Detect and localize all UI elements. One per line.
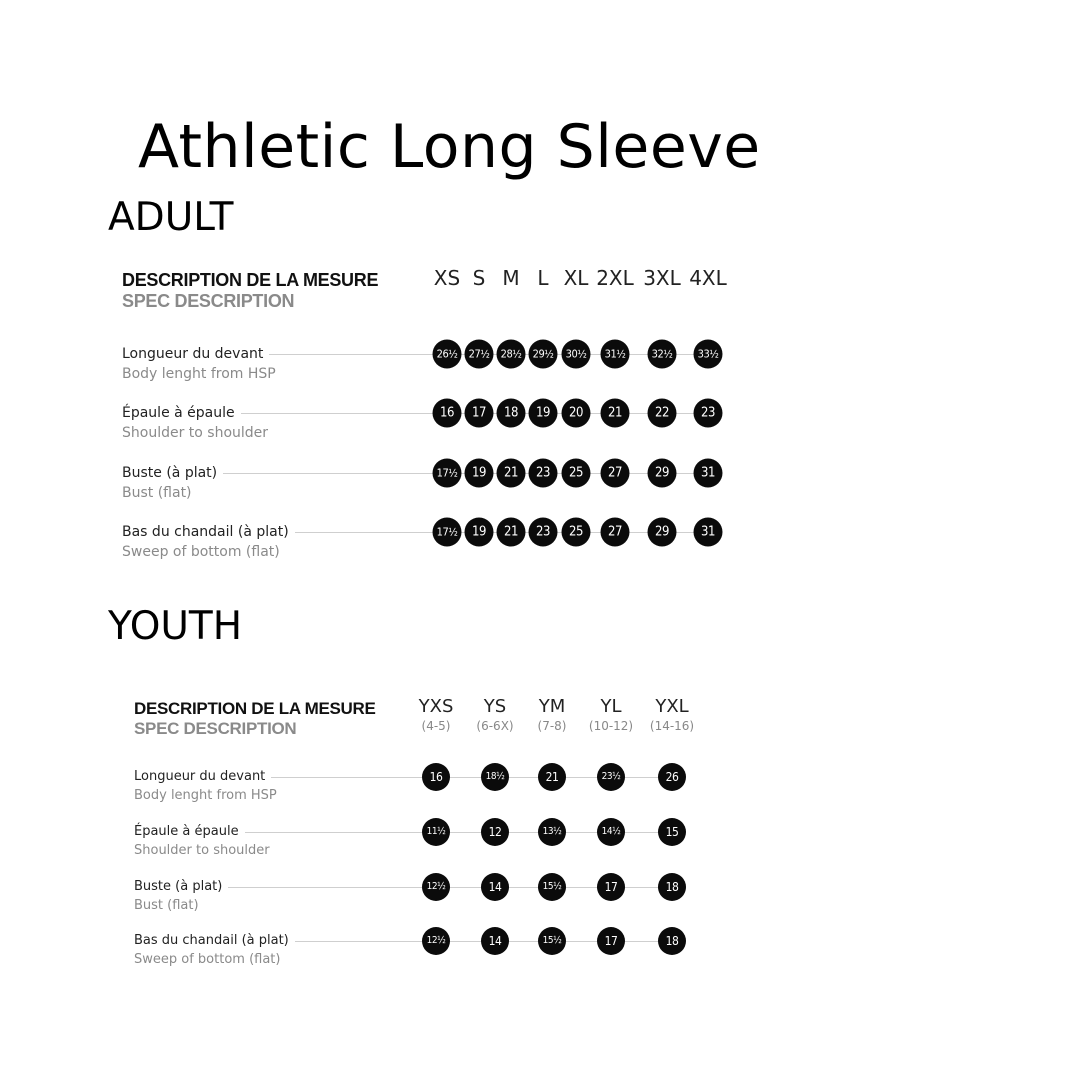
size-label: L <box>537 266 549 290</box>
size-age-range: (7-8) <box>537 719 567 733</box>
spec-header-en: SPEC DESCRIPTION <box>122 291 295 311</box>
measurement-value: 29 <box>648 459 677 488</box>
measure-name-fr: Buste (à plat) <box>134 879 228 894</box>
size-label: YXL <box>655 696 689 717</box>
measurement-value: 14 <box>481 873 509 901</box>
measurement-value: 17 <box>597 927 625 955</box>
measurement-value: 12½ <box>422 927 450 955</box>
measurement-value: 18½ <box>481 763 509 791</box>
measurement-value: 18 <box>658 873 686 901</box>
size-label: 4XL <box>689 266 727 290</box>
measurement-value: 15 <box>658 818 686 846</box>
size-column-yxl <box>650 696 694 733</box>
size-age-range: (4-5) <box>421 719 451 733</box>
measurement-value: 33½ <box>694 340 723 369</box>
measurement-value: 19 <box>465 518 494 547</box>
row-guide-line <box>154 887 672 888</box>
measurement-value: 12½ <box>422 873 450 901</box>
measurement-value: 31 <box>694 518 723 547</box>
measure-name-en: Bust (flat) <box>134 898 199 913</box>
measure-name-en: Sweep of bottom (flat) <box>122 544 280 560</box>
measure-name-fr: Buste (à plat) <box>122 465 223 481</box>
measure-name-fr: Bas du chandail (à plat) <box>122 524 295 540</box>
measurement-value: 23 <box>529 518 558 547</box>
size-label: M <box>502 266 520 290</box>
size-column-yxs <box>419 696 454 733</box>
measurement-value: 11½ <box>422 818 450 846</box>
size-label: YS <box>483 696 507 717</box>
size-column-yl <box>589 696 633 733</box>
adult-section-label: ADULT <box>108 195 234 240</box>
measure-name-en: Body lenght from HSP <box>122 366 276 382</box>
size-label: 2XL <box>596 266 634 290</box>
measurement-value: 29½ <box>529 340 558 369</box>
measurement-value: 18 <box>497 399 526 428</box>
measurement-value: 14 <box>481 927 509 955</box>
measure-name-en: Shoulder to shoulder <box>134 843 270 858</box>
measurement-value: 14½ <box>597 818 625 846</box>
measurement-value: 27 <box>601 518 630 547</box>
measurement-value: 20 <box>562 399 591 428</box>
measurement-value: 27½ <box>465 340 494 369</box>
size-label: XL <box>563 266 589 290</box>
size-label: YL <box>600 696 622 717</box>
measurement-value: 12 <box>481 818 509 846</box>
measurement-value: 15½ <box>538 927 566 955</box>
measurement-value: 21 <box>497 518 526 547</box>
size-age-range: (6-6X) <box>476 719 514 733</box>
measurement-value: 23½ <box>597 763 625 791</box>
measurement-value: 22 <box>648 399 677 428</box>
size-label: XS <box>433 266 461 290</box>
measure-name-fr: Épaule à épaule <box>134 824 245 839</box>
measurement-value: 26 <box>658 763 686 791</box>
measurement-value: 17 <box>597 873 625 901</box>
measure-name-en: Sweep of bottom (flat) <box>134 952 281 967</box>
measurement-value: 29 <box>648 518 677 547</box>
spec-header-fr: DESCRIPTION DE LA MESURE <box>122 270 379 290</box>
spec-header-en: SPEC DESCRIPTION <box>134 719 297 738</box>
measurement-value: 26½ <box>433 340 462 369</box>
measurement-value: 27 <box>601 459 630 488</box>
measurement-value: 17 <box>465 399 494 428</box>
measurement-value: 31½ <box>601 340 630 369</box>
measurement-value: 25 <box>562 518 591 547</box>
size-age-range: (14-16) <box>649 719 695 733</box>
measurement-value: 13½ <box>538 818 566 846</box>
size-column-ym <box>538 696 567 733</box>
youth-section-label: YOUTH <box>108 604 243 649</box>
measurement-value: 16 <box>422 763 450 791</box>
measure-name-fr: Épaule à épaule <box>122 405 241 421</box>
size-age-range: (10-12) <box>588 719 634 733</box>
measure-name-fr: Longueur du devant <box>134 769 271 784</box>
page-title: Athletic Long Sleeve <box>138 112 761 182</box>
measurement-value: 32½ <box>648 340 677 369</box>
measurement-value: 30½ <box>562 340 591 369</box>
size-label: S <box>472 266 486 290</box>
measurement-value: 23 <box>529 459 558 488</box>
measurement-value: 23 <box>694 399 723 428</box>
measurement-value: 17½ <box>433 518 462 547</box>
measurement-value: 21 <box>497 459 526 488</box>
size-label: YM <box>538 696 566 717</box>
measure-name-en: Bust (flat) <box>122 485 192 501</box>
measurement-value: 21 <box>538 763 566 791</box>
spec-header-fr: DESCRIPTION DE LA MESURE <box>134 699 376 718</box>
measure-name-en: Shoulder to shoulder <box>122 425 269 441</box>
size-label: 3XL <box>643 266 681 290</box>
measure-name-fr: Bas du chandail (à plat) <box>134 933 295 948</box>
measurement-value: 21 <box>601 399 630 428</box>
measurement-value: 28½ <box>497 340 526 369</box>
measurement-value: 31 <box>694 459 723 488</box>
measure-name-en: Body lenght from HSP <box>134 788 277 803</box>
measurement-value: 15½ <box>538 873 566 901</box>
measurement-value: 18 <box>658 927 686 955</box>
measurement-value: 17½ <box>433 459 462 488</box>
measurement-value: 25 <box>562 459 591 488</box>
size-column-ys <box>476 696 513 733</box>
measure-name-fr: Longueur du devant <box>122 346 269 362</box>
measurement-value: 19 <box>529 399 558 428</box>
measurement-value: 19 <box>465 459 494 488</box>
size-label: YXS <box>418 696 454 717</box>
measurement-value: 16 <box>433 399 462 428</box>
